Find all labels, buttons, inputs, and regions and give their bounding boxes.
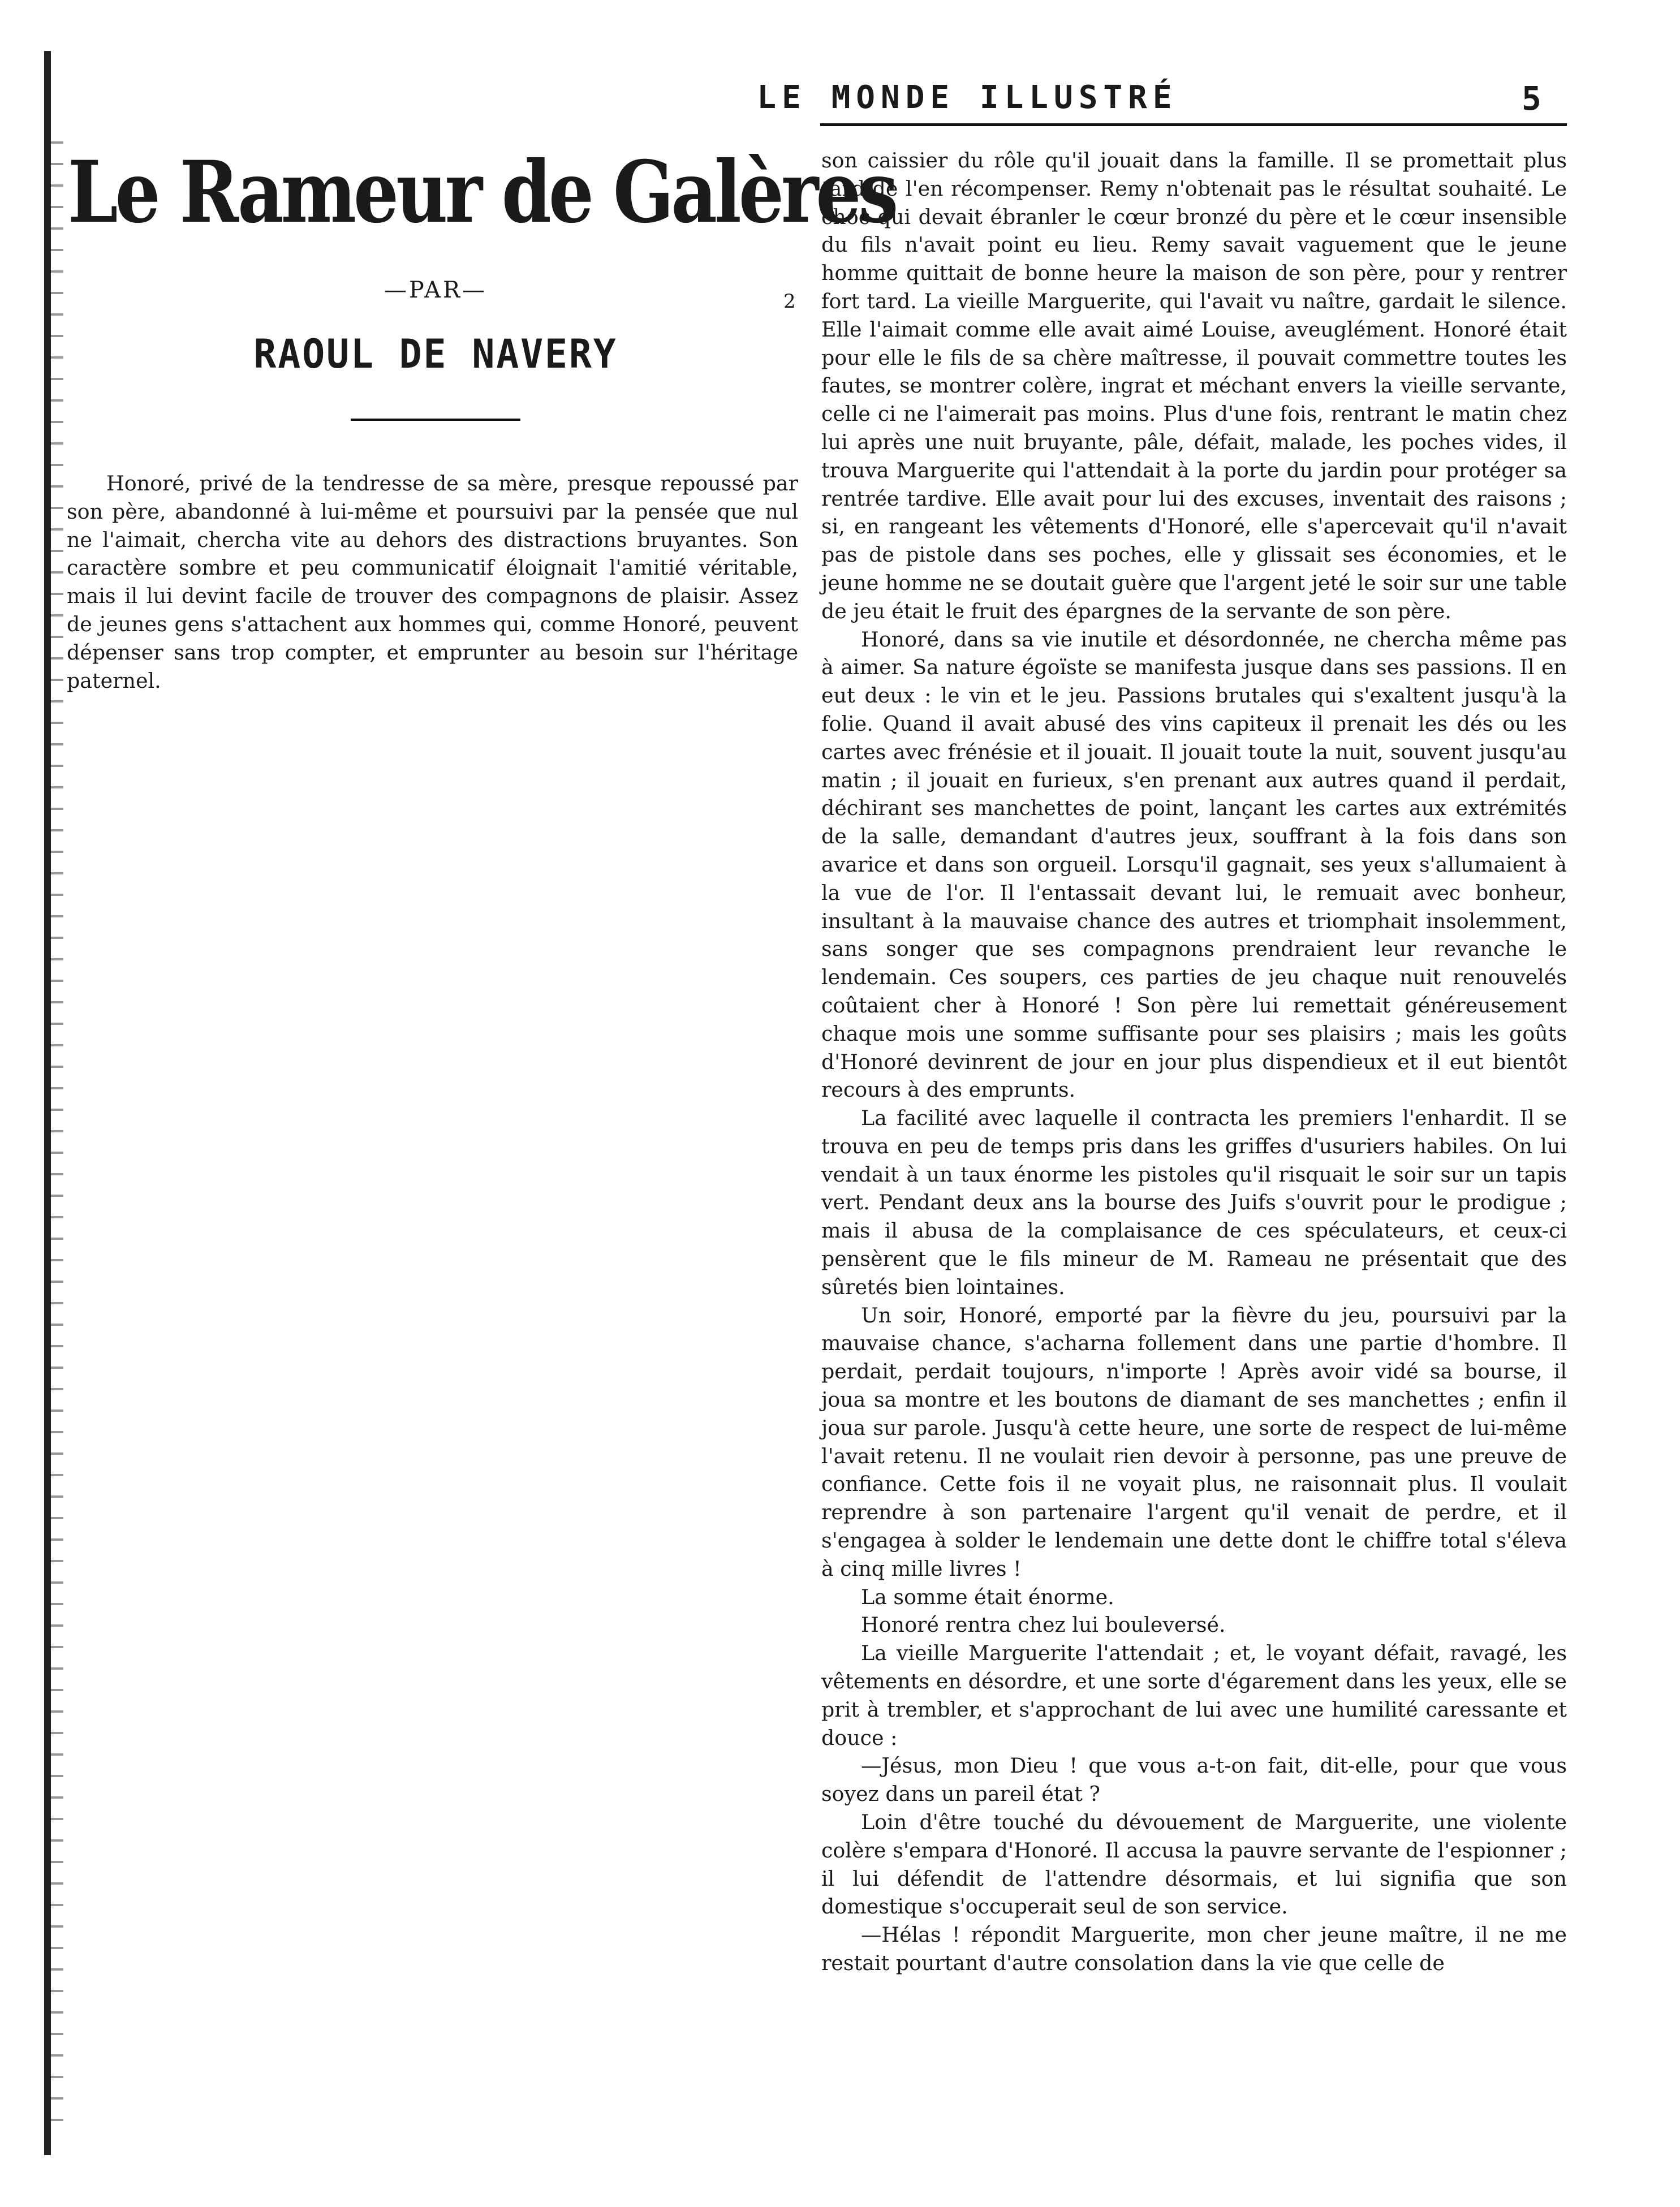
left-column [67, 469, 798, 695]
paragraph: Un soir, Honoré, emporté par la fièvre du jeu, poursuivi par la mauvaise chance, s'acharna follement dans une partie d'hombre. Il perdait, perdait toujours, n'importe ! Après avoir vidé sa bourse, il joua sa montre et les boutons de diamant de ses manchettes ; enfin il joua sur parole. Jusqu'à cette heure, une sorte de respect de lui-même l'avait retenu. Il ne voulait rien devoir à personne, pas une preuve de confiance. Cette fois il ne voyait plus, ne raisonnait plus. Il voulait reprendre à son partenaire l'argent qu'il venait de perdre, et il s'engagea à solder le lendemain une dette dont le chiffre total s'éleva à cinq mille livres ! [821, 1303, 1567, 1581]
paragraph: La facilité avec laquelle il contracta les premiers l'enhardit. Il se trouva en peu de temps pris dans les griffes d'usuriers habiles. On lui vendait à un taux énorme les pistoles qu'il risquait le soir sur un tapis vert. Pendant deux ans la bourse des Juifs s'ouvrit pour le prodigue ; mais il abusa de la complaisance de ces spéculateurs, et ceux-ci pensèrent que le fils mineur de M. Rameau ne présentait que des sûretés bien lointaines. [821, 1106, 1567, 1299]
author-name: RAOUL DE NAVERY [253, 331, 618, 377]
running-head: LE MONDE ILLUSTRÉ [757, 79, 1178, 116]
page-number: 5 [1522, 79, 1541, 118]
article-title: Le Rameur de Galères [68, 143, 896, 242]
byline-rule [351, 419, 520, 421]
right-column [821, 146, 1567, 1977]
binding-stitch-marks [51, 141, 63, 2121]
part-number: 2 [783, 290, 796, 313]
paragraph: son caissier du rôle qu'il jouait dans la famille. Il se promettait plus tard de l'en récompenser. Remy n'obtenait pas le résultat souhaité. Le choc qui devait ébranler le cœur bronzé du père et le cœur insensible du fils n'avait point eu lieu. Remy savait vaguement que le jeune homme quittait de bonne heure la maison de son père, pour y rentrer fort tard. La vieille Marguerite, qui l'avait vu naître, gardait le silence. Elle l'aimait comme elle avait aimé Louise, aveuglément. Honoré était pour elle le fils de sa chère maîtresse, il pouvait commettre toutes les fautes, se montrer colère, ingrat et méchant envers la vieille servante, celle ci ne l'aimerait pas moins. Plus d'une fois, rentrant le matin chez lui après une nuit bruyante, pâle, défait, malade, les poches vides, il trouva Marguerite qui l'attendait à la porte du jardin pour protéger sa rentrée tardive. Elle avait pour lui des excuses, inventait des raisons ; si, en rangeant les vêtements d'Honoré, elle s'apercevait qu'il n'avait pas de pistole dans ses poches, elle y glissait ses économies, et le jeune homme ne se doutait guère que l'argent jeté le soir sur une table de jeu était le fruit des épargnes de la servante de son père. [821, 148, 1567, 623]
paragraph: Loin d'être touché du dévouement de Marguerite, une violente colère s'empara d'Honoré. Il accusa la pauvre servante de l'espionner ; il lui défendit de l'attendre désormais, et lui signifia que son domestique s'occuperait seul de son service. [821, 1810, 1567, 1919]
paragraph: —Hélas ! répondit Marguerite, mon cher jeune maître, il ne me restait pourtant d'autre consolation dans la vie que celle de [821, 1922, 1567, 1975]
paragraph: —Jésus, mon Dieu ! que vous a-t-on fait, dit-elle, pour que vous soyez dans un pareil état ? [821, 1753, 1567, 1807]
header-rule [820, 123, 1567, 126]
paragraph: La somme était énorme. [861, 1584, 1114, 1609]
paragraph: Honoré, dans sa vie inutile et désordonnée, ne chercha même pas à aimer. Sa nature égoïste se manifesta jusque dans ses passions. Il en eut deux : le vin et le jeu. Passions brutales qui s'exaltent jusqu'à la folie. Quand il avait abusé des vins capiteux il prenait les dés ou les cartes avec frénésie et il jouait. Il jouait toute la nuit, souvent jusqu'au matin ; il jouait en furieux, s'en prenant aux autres quand il perdait, déchirant ses manchettes de point, lançant les cartes aux extrémités de la salle, demandant d'autres jeux, souffrant à la fois dans son avarice et dans son orgueil. Lorsqu'il gagnait, ses yeux s'allumaient à la vue de l'or. Il l'entassait devant lui, le remuait avec bonheur, insultant à la mauvaise chance des autres et triomphait insolemment, sans songer que ses compagnons prendraient leur revanche le lendemain. Ces soupers, ces parties de jeu chaque nuit renouvelés coûtaient cher à Honoré ! Son père lui remettait généreusement chaque mois une somme suffisante pour ses plaisirs ; mais les goûts d'Honoré devinrent de jour en jour plus dispendieux et il eut bientôt recours à des emprunts. [821, 627, 1567, 1102]
binding-spine [44, 51, 51, 2155]
byline-par: —PAR— [384, 277, 488, 303]
paragraph: Honoré rentra chez lui bouleversé. [861, 1613, 1226, 1637]
paragraph: Honoré, privé de la tendresse de sa mère, presque repoussé par son père, abandonné à lui-même et poursuivi par la pensée que nul ne l'aimait, chercha vite au dehors des distractions bruyantes. Son caractère sombre et peu communicatif éloignait l'amitié véritable, mais il lui devint facile de trouver des compagnons de plaisir. Assez de jeunes gens s'attachent aux hommes qui, comme Honoré, peuvent dépenser sans trop compter, et emprunter au besoin sur l'héritage paternel. [67, 471, 798, 693]
paragraph: La vieille Marguerite l'attendait ; et, le voyant défait, ravagé, les vêtements en désordre, et une sorte d'égarement dans les yeux, elle se prit à trembler, et s'approchant de lui avec une humilité caressante et douce : [821, 1641, 1567, 1750]
